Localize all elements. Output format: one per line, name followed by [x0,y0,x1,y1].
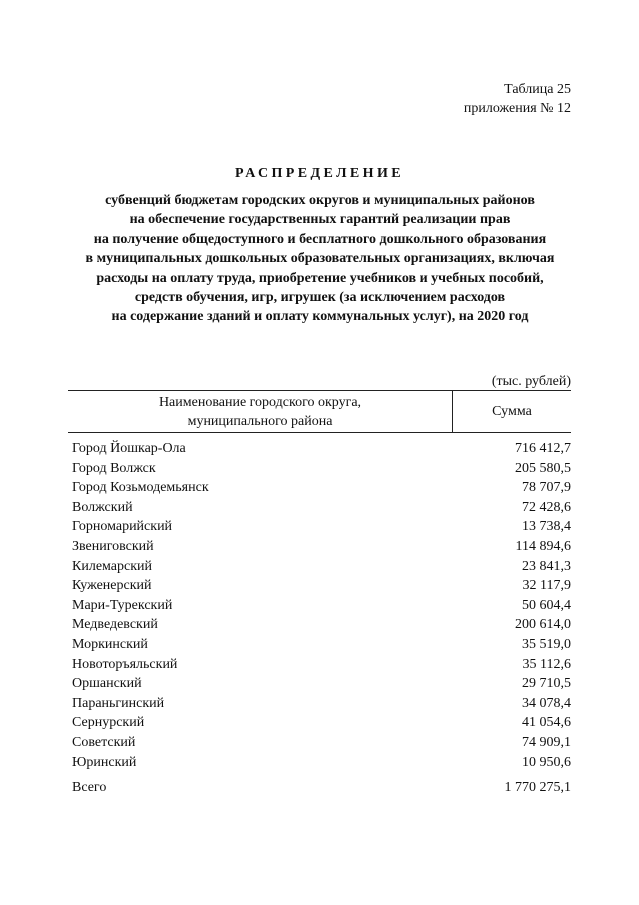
table-row [72,459,571,479]
subtitle-line: субвенций бюджетам городских округов и муниципальных районов [105,193,535,208]
table-row [72,694,571,714]
subtitle-line: в муниципальных дошкольных образовательных организациях, включая [85,251,555,267]
row-value: 13 738,4 [522,519,571,535]
table-row [72,635,571,655]
table-row [72,498,571,518]
row-value: 200 614,0 [515,617,571,633]
units-label: (тыс. рублей) [491,374,571,389]
row-name: Волжский [72,499,133,515]
row-name: Советский [72,734,136,750]
table-row [72,655,571,675]
row-value: 35 519,0 [522,636,571,652]
row-value: 74 909,1 [522,734,571,750]
column-header-name-line2: муниципального района [187,413,333,429]
total-label: Всего [72,780,107,795]
table-row [72,557,571,577]
row-name: Медведевский [72,617,158,633]
table-row [72,478,571,498]
appendix-number: приложения № 12 [463,101,571,116]
table-row [72,517,571,537]
total-value: 1 770 275,1 [504,780,571,795]
row-value: 29 710,5 [522,676,571,692]
table-body [72,439,571,772]
subtitle-line: расходы на оплату труда, приобретение учебников и учебных пособий, [96,270,544,286]
row-name: Мари-Турекский [72,597,173,613]
row-name: Юринский [72,754,137,770]
table-total-row [72,778,571,798]
table-row [72,753,571,773]
row-name: Горномарийский [72,519,173,535]
row-value: 34 078,4 [522,695,571,711]
table-row [72,537,571,557]
table-row [72,439,571,459]
row-value: 72 428,6 [522,499,571,515]
row-name: Оршанский [72,676,142,692]
row-value: 23 841,3 [522,558,571,574]
table-row [72,713,571,733]
column-header-name-line1: Наименование городского округа, [158,394,362,410]
document-title: РАСПРЕДЕЛЕНИЕ [235,166,404,181]
row-name: Город Волжск [72,460,156,476]
row-value: 10 950,6 [522,754,571,770]
row-value: 32 117,9 [522,578,571,594]
row-name: Звениговский [72,538,154,554]
row-name: Сернурский [72,715,145,731]
row-value: 50 604,4 [522,597,571,613]
column-header-sum: Сумма [492,403,532,419]
row-value: 716 412,7 [515,441,571,456]
row-value: 35 112,6 [522,656,571,672]
table-row [72,596,571,616]
column-header-name [68,391,453,432]
row-value: 78 707,9 [522,480,571,496]
document-subtitle [50,191,590,327]
table-row [72,615,571,635]
table-row [72,674,571,694]
table-reference [464,80,571,118]
row-name: Город Козьмодемьянск [72,480,209,496]
subtitle-line: на обеспечение государственных гарантий реализации прав [129,212,511,228]
table-number: Таблица 25 [504,82,571,97]
row-value: 41 054,6 [522,715,571,731]
row-name: Параньгинский [72,695,165,711]
table-row [72,733,571,753]
row-name: Новоторъяльский [72,656,178,672]
table-row [72,576,571,596]
table-header [68,390,571,433]
row-name: Город Йошкар-Ола [72,441,186,456]
row-value: 114 894,6 [515,538,571,554]
row-name: Килемарский [72,558,153,574]
row-name: Моркинский [72,636,148,652]
subtitle-line: на содержание зданий и оплату коммунальных услуг), на 2020 год [111,309,529,325]
row-name: Куженерский [72,578,152,594]
row-value: 205 580,5 [515,460,571,476]
subtitle-line: на получение общедоступного и бесплатного дошкольного образования [93,231,547,247]
subtitle-line: средств обучения, игр, игрушек (за исключением расходов [134,290,506,306]
